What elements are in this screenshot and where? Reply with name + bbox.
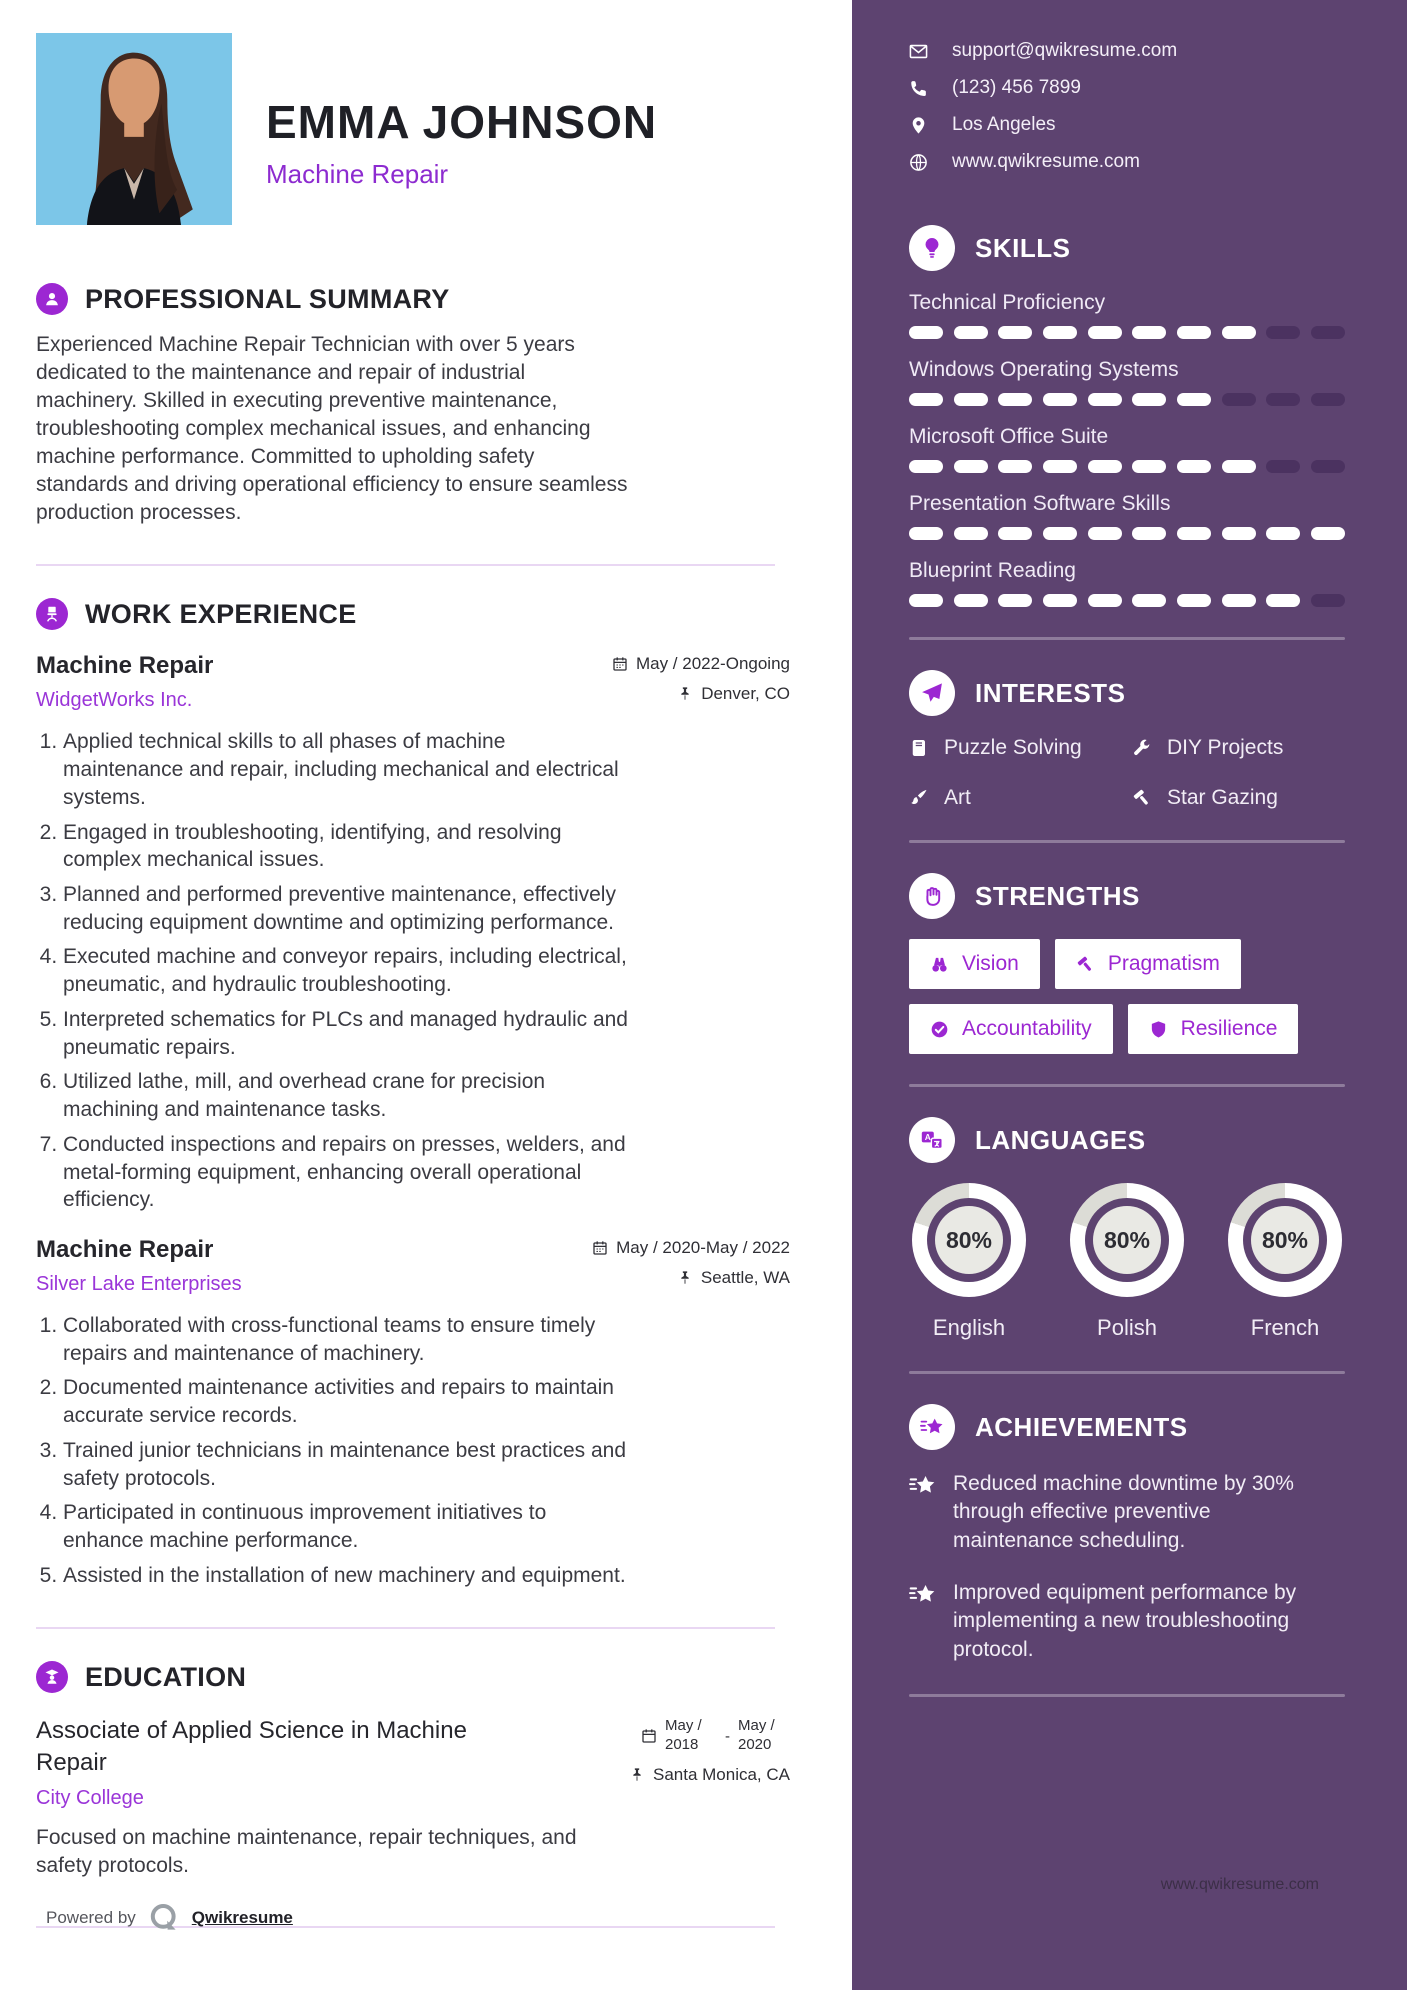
- phone-icon: [909, 79, 928, 98]
- skill-dash: [1311, 594, 1345, 607]
- work-heading-row: [36, 598, 790, 630]
- contact-phone[interactable]: [909, 77, 1345, 99]
- job-header-row: [36, 1236, 790, 1296]
- skill-item: [909, 425, 1345, 473]
- website-text: www.qwikresume.com: [952, 151, 1140, 172]
- resume-header: [36, 33, 790, 225]
- graduate-icon: [36, 1661, 68, 1693]
- skill-dash: [1311, 527, 1345, 540]
- qwikresume-logo-icon: [148, 1902, 180, 1934]
- skill-level-meter: [909, 326, 1345, 339]
- skill-level-meter: [909, 594, 1345, 607]
- education-heading: EDUCATION: [85, 1661, 247, 1692]
- education-end-date: May / 2020: [738, 1717, 775, 1754]
- strength-label: Resilience: [1180, 1017, 1278, 1040]
- interests-section: [909, 670, 1345, 810]
- skill-dash: [954, 326, 988, 339]
- education-header-row: [36, 1715, 790, 1809]
- skill-dash: [998, 393, 1032, 406]
- interests-grid: [909, 736, 1345, 810]
- skill-item: [909, 291, 1345, 339]
- skill-item: [909, 492, 1345, 540]
- skill-dash: [909, 326, 943, 339]
- location-text: Los Angeles: [952, 114, 1056, 135]
- skill-dash: [1132, 326, 1166, 339]
- portrait-illustration: [36, 33, 232, 225]
- job-bullet-list: [36, 728, 628, 1214]
- job-location-row: [677, 684, 790, 704]
- phone-text: (123) 456 7899: [952, 77, 1081, 98]
- skill-dash: [1088, 460, 1122, 473]
- job-meta: [612, 652, 790, 704]
- skill-dash: [909, 460, 943, 473]
- job-header-row: [36, 652, 790, 712]
- map-pin-icon: [909, 116, 928, 135]
- date-separator: -: [725, 1727, 730, 1745]
- job-entry: [36, 1236, 790, 1589]
- summary-text: Experienced Machine Repair Technician with over 5 years dedicated to the maintenance and repair of industrial machinery. Skilled in executing preventive maintenance, troubleshooting complex mechanical issues, and enhancing machine performance. Committed to upholding safety standards and driving operational efficiency to ensure seamless production processes.: [36, 333, 628, 524]
- skill-dash: [954, 594, 988, 607]
- skill-dash: [1177, 527, 1211, 540]
- job-title-block: [36, 652, 213, 712]
- education-heading-row: [36, 1661, 790, 1693]
- strength-chip: [1128, 1004, 1299, 1054]
- strength-label: Accountability: [962, 1017, 1092, 1040]
- job-bullet: 7. Conducted inspections and repairs on presses, welders, and metal-forming equipment, enhancing overall operational efficiency.: [63, 1131, 628, 1214]
- contact-website[interactable]: [909, 151, 1345, 173]
- job-company: WidgetWorks Inc.: [36, 689, 193, 712]
- calendar-icon: [641, 1728, 657, 1744]
- skill-dash: [1043, 594, 1077, 607]
- sidebar: [852, 0, 1407, 1990]
- sidebar-divider: [909, 637, 1345, 640]
- job-date-row: [612, 654, 790, 674]
- school-name: City College: [36, 1786, 144, 1809]
- shield-icon: [1149, 1020, 1168, 1039]
- interests-heading: INTERESTS: [975, 677, 1126, 708]
- achievements-heading-row: [909, 1404, 1345, 1450]
- skill-dash: [1311, 460, 1345, 473]
- shooting-star-icon: [909, 1404, 955, 1450]
- skill-dash: [1222, 594, 1256, 607]
- skill-dash: [909, 393, 943, 406]
- candidate-title: Machine Repair: [266, 159, 449, 189]
- skill-dash: [1132, 594, 1166, 607]
- education-description: Focused on machine maintenance, repair techniques, and safety protocols.: [36, 1825, 577, 1877]
- job-date-row: [592, 1238, 790, 1258]
- job-company: Silver Lake Enterprises: [36, 1272, 242, 1295]
- name-block: [266, 33, 657, 225]
- interest-item: [909, 736, 1122, 760]
- sidebar-divider: [909, 840, 1345, 843]
- skill-name: Microsoft Office Suite: [909, 425, 1109, 448]
- paintbrush-icon: [909, 788, 929, 808]
- work-heading: WORK EXPERIENCE: [85, 598, 357, 629]
- job-bullet: 1. Applied technical skills to all phases of machine maintenance and repair, including mechanical and electrical systems.: [63, 728, 628, 811]
- language-donut: [1070, 1183, 1184, 1297]
- job-bullet: 2. Engaged in troubleshooting, identifying, and resolving complex mechanical issues.: [63, 819, 628, 874]
- strength-label: Vision: [962, 952, 1019, 975]
- skill-dash: [909, 527, 943, 540]
- check-circle-icon: [930, 1020, 949, 1039]
- skill-dash: [998, 594, 1032, 607]
- language-donut: [912, 1183, 1026, 1297]
- achievement-list: [909, 1470, 1345, 1664]
- job-bullet: 3. Trained junior technicians in maintenance best practices and safety protocols.: [63, 1437, 628, 1492]
- skill-dash: [1043, 527, 1077, 540]
- achievement-item: [909, 1470, 1345, 1555]
- skill-item: [909, 559, 1345, 607]
- skills-heading: SKILLS: [975, 232, 1071, 263]
- svg-text:A: A: [924, 1131, 931, 1142]
- contact-block: [909, 40, 1345, 173]
- skill-dash: [998, 527, 1032, 540]
- strength-chips: [909, 939, 1345, 1054]
- skill-level-meter: [909, 460, 1345, 473]
- job-bullet: 6. Utilized lathe, mill, and overhead crane for precision machining and maintenance tasks.: [63, 1068, 628, 1123]
- strength-chip: [1055, 939, 1241, 989]
- qwikresume-link[interactable]: Qwikresume: [191, 1908, 293, 1927]
- star-icon: [909, 1581, 936, 1608]
- language-donut: [1228, 1183, 1342, 1297]
- job-bullet: 5. Assisted in the installation of new machinery and equipment.: [63, 1562, 628, 1590]
- sidebar-divider: [909, 1694, 1345, 1697]
- professional-summary-section: [36, 283, 790, 526]
- skill-dash: [1266, 326, 1300, 339]
- interest-label: Art: [944, 786, 971, 809]
- interest-label: Star Gazing: [1167, 786, 1278, 809]
- job-title-block: [36, 1236, 242, 1296]
- skills-section: [909, 225, 1345, 607]
- binoculars-icon: [930, 955, 949, 974]
- skill-dash: [1177, 393, 1211, 406]
- skill-dash: [1088, 326, 1122, 339]
- job-location-row: [677, 1268, 790, 1288]
- paper-plane-icon: [909, 670, 955, 716]
- divider: [36, 1627, 775, 1629]
- job-meta: [592, 1236, 790, 1288]
- job-bullet-list: [36, 1312, 628, 1589]
- job-title: Machine Repair: [36, 652, 214, 680]
- skill-dash: [1222, 527, 1256, 540]
- job-location: Denver, CO: [701, 684, 790, 704]
- footer: [46, 1902, 293, 1934]
- skill-dash: [1266, 460, 1300, 473]
- book-icon: [909, 738, 929, 758]
- interest-item: [1132, 786, 1345, 810]
- job-bullet: 1. Collaborated with cross-functional teams to ensure timely repairs and maintenance of machinery.: [63, 1312, 628, 1367]
- skill-dash: [998, 326, 1032, 339]
- skill-dash: [1222, 460, 1256, 473]
- interest-item: [909, 786, 1122, 810]
- achievements-heading: ACHIEVEMENTS: [975, 1411, 1188, 1442]
- strength-label: Pragmatism: [1107, 952, 1220, 975]
- interest-label: Puzzle Solving: [944, 736, 1082, 759]
- job-location: Seattle, WA: [700, 1267, 790, 1287]
- wrench-icon: [1132, 738, 1152, 758]
- achievements-section: [909, 1404, 1345, 1664]
- pushpin-icon: [629, 1767, 645, 1783]
- skills-list: [909, 291, 1345, 607]
- globe-icon: [909, 153, 928, 172]
- interests-heading-row: [909, 670, 1345, 716]
- job-bullet: 4. Participated in continuous improvement initiatives to enhance machine performance.: [63, 1499, 628, 1554]
- language-gauges: [909, 1183, 1345, 1341]
- interest-item: [1132, 736, 1345, 760]
- education-section: [36, 1661, 790, 1879]
- watermark: www.qwikresume.com: [1160, 1876, 1319, 1893]
- skill-dash: [1311, 393, 1345, 406]
- strength-chip: [909, 1004, 1113, 1054]
- translate-icon: [909, 1117, 955, 1163]
- achievement-text: Reduced machine downtime by 30% through effective preventive maintenance scheduling.: [953, 1472, 1294, 1552]
- education-start-date: May / 2018: [665, 1717, 702, 1754]
- work-experience-section: [36, 598, 790, 1589]
- achievement-item: [909, 1579, 1345, 1664]
- candidate-name: EMMA JOHNSON: [266, 96, 658, 148]
- skill-dash: [1266, 393, 1300, 406]
- education-location: Santa Monica, CA: [652, 1764, 790, 1784]
- strengths-section: [909, 873, 1345, 1054]
- skill-dash: [1043, 326, 1077, 339]
- skill-dash: [1043, 460, 1077, 473]
- language-percent: 80%: [1093, 1206, 1161, 1274]
- skill-level-meter: [909, 527, 1345, 540]
- job-title: Machine Repair: [36, 1235, 214, 1263]
- gavel-icon: [1132, 788, 1152, 808]
- skill-dash: [1177, 460, 1211, 473]
- lightbulb-icon: [909, 225, 955, 271]
- skill-name: Windows Operating Systems: [909, 358, 1179, 381]
- job-bullet: 3. Planned and performed preventive maintenance, effectively reducing equipment downtime and optimizing performance.: [63, 881, 628, 936]
- interest-label: DIY Projects: [1167, 736, 1284, 759]
- skill-dash: [1088, 527, 1122, 540]
- skill-dash: [1132, 393, 1166, 406]
- pushpin-icon: [677, 1270, 693, 1286]
- skill-dash: [1266, 594, 1300, 607]
- strengths-heading-row: [909, 873, 1345, 919]
- user-icon: [36, 283, 68, 315]
- language-label: English: [932, 1315, 1006, 1340]
- pushpin-icon: [677, 686, 693, 702]
- language-item: [909, 1183, 1029, 1341]
- skills-heading-row: [909, 225, 1345, 271]
- education-location-row: [629, 1765, 790, 1785]
- skill-name: Presentation Software Skills: [909, 492, 1171, 515]
- star-icon: [909, 1472, 936, 1499]
- achievement-text: Improved equipment performance by implementing a new troubleshooting protocol.: [953, 1581, 1297, 1661]
- skill-name: Blueprint Reading: [909, 559, 1076, 582]
- skill-dash: [1177, 326, 1211, 339]
- language-label: Polish: [1097, 1315, 1157, 1340]
- job-date: May / 2020-May / 2022: [616, 1237, 790, 1257]
- skill-item: [909, 358, 1345, 406]
- language-item: [1225, 1183, 1345, 1341]
- strengths-heading: STRENGTHS: [975, 880, 1140, 911]
- skill-dash: [909, 594, 943, 607]
- summary-heading: PROFESSIONAL SUMMARY: [85, 283, 450, 314]
- skill-dash: [954, 527, 988, 540]
- language-percent: 80%: [1251, 1206, 1319, 1274]
- education-meta: [629, 1715, 790, 1785]
- skill-dash: [1088, 393, 1122, 406]
- education-dates: [665, 1717, 790, 1755]
- profile-photo: [36, 33, 232, 225]
- job-date: May / 2022-Ongoing: [635, 654, 790, 674]
- fist-icon: [909, 873, 955, 919]
- skill-dash: [954, 460, 988, 473]
- education-title-block: [36, 1715, 486, 1809]
- envelope-icon: [909, 42, 928, 61]
- job-bullet: 4. Executed machine and conveyor repairs, including electrical, pneumatic, and hydraulic troubleshooting.: [63, 943, 628, 998]
- summary-heading-row: [36, 283, 790, 315]
- job-list: [36, 652, 790, 1589]
- language-percent: 80%: [935, 1206, 1003, 1274]
- languages-section: [909, 1117, 1345, 1341]
- sidebar-divider: [909, 1084, 1345, 1087]
- language-item: [1067, 1183, 1187, 1341]
- skill-dash: [1311, 326, 1345, 339]
- skill-level-meter: [909, 393, 1345, 406]
- skill-dash: [1266, 527, 1300, 540]
- powered-by-label: Powered by: [46, 1908, 136, 1927]
- skill-dash: [1222, 393, 1256, 406]
- skill-dash: [1222, 326, 1256, 339]
- job-bullet: 2. Documented maintenance activities and repairs to maintain accurate service records.: [63, 1374, 628, 1429]
- calendar-icon: [592, 1240, 608, 1256]
- skill-dash: [954, 393, 988, 406]
- skill-dash: [1132, 460, 1166, 473]
- skill-dash: [1043, 393, 1077, 406]
- skill-dash: [1088, 594, 1122, 607]
- gavel-icon: [1076, 955, 1095, 974]
- skill-name: Technical Proficiency: [909, 291, 1106, 314]
- job-entry: [36, 652, 790, 1214]
- job-bullet: 5. Interpreted schematics for PLCs and managed hydraulic and pneumatic repairs.: [63, 1006, 628, 1061]
- skill-dash: [1132, 527, 1166, 540]
- sidebar-divider: [909, 1371, 1345, 1374]
- email-text: support@qwikresume.com: [952, 40, 1178, 61]
- language-label: French: [1250, 1315, 1320, 1340]
- degree-name: Associate of Applied Science in Machine Repair: [36, 1717, 467, 1776]
- divider: [36, 564, 775, 566]
- office-chair-icon: [36, 598, 68, 630]
- languages-heading-row: [909, 1117, 1345, 1163]
- skill-dash: [998, 460, 1032, 473]
- contact-location: [909, 114, 1345, 136]
- calendar-icon: [612, 656, 628, 672]
- education-entry: [36, 1715, 790, 1879]
- strength-chip: [909, 939, 1040, 989]
- languages-heading: LANGUAGES: [975, 1124, 1146, 1155]
- contact-email[interactable]: [909, 40, 1345, 62]
- skill-dash: [1177, 594, 1211, 607]
- education-date-row: [641, 1717, 790, 1755]
